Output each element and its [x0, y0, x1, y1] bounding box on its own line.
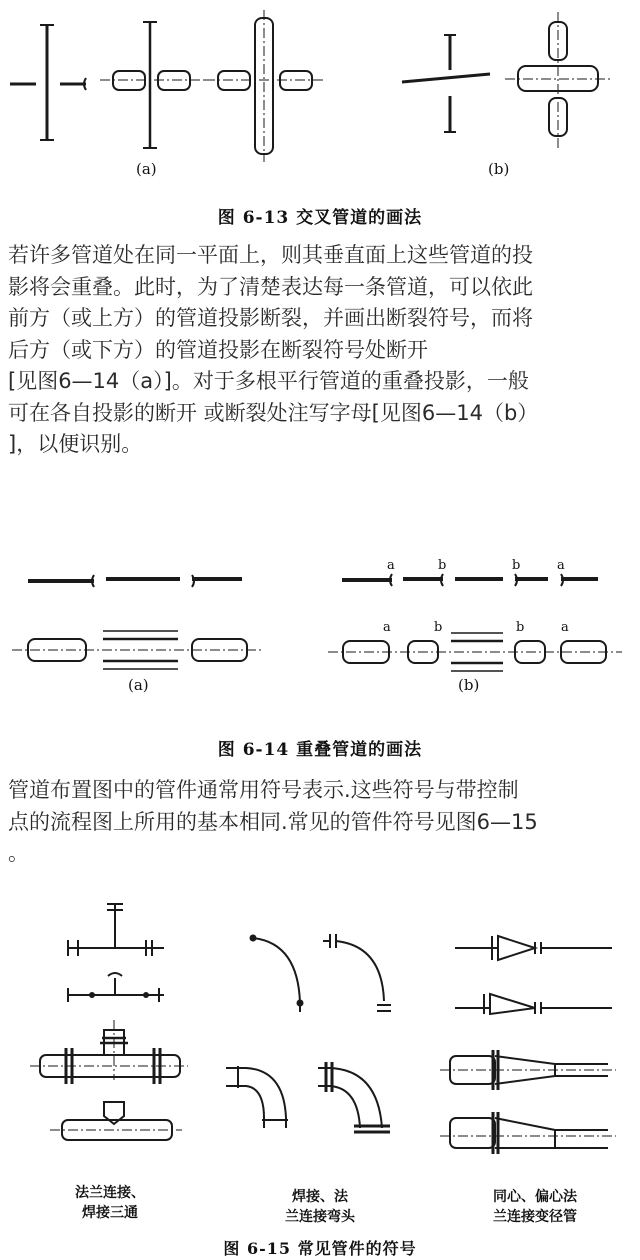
paragraph-line: [见图6—14（a）]。对于多根平行管道的重叠投影，一般: [8, 369, 529, 393]
paragraph-line: 影将会重叠。此时，为了清楚表达每一条管道，可以依此: [8, 274, 533, 299]
label-line: 焊接三通: [82, 1205, 138, 1221]
figure-6-14-sublabel-a: (a): [128, 676, 149, 694]
figure-6-14-letter: a: [557, 558, 565, 573]
figure-6-13-caption: 图 6-13 交叉管道的画法: [217, 208, 423, 228]
figure-6-13: [0, 0, 640, 235]
label-line: 兰连接弯头: [285, 1209, 355, 1225]
label-line: 同心、偏心法: [493, 1189, 577, 1205]
paragraph-line: 后方（或下方）的管道投影在断裂符号处断开: [8, 337, 428, 362]
paragraph-overlap-explanation: [8, 240, 636, 461]
paragraph-line: ]，以便识别。: [8, 432, 143, 456]
figure-6-14-letter: b: [438, 558, 447, 573]
paragraph-line: 。: [8, 841, 29, 865]
paragraph-line: 若许多管道处在同一平面上，则其垂直面上这些管道的投: [8, 243, 533, 267]
figure-6-15-label-tee: [20, 1183, 200, 1223]
paragraph-line: 管道布置图中的管件通常用符号表示.这些符号与带控制: [8, 778, 519, 802]
figure-6-13-sublabel-a: (a): [136, 160, 157, 178]
figure-6-15: [0, 880, 640, 1180]
figure-6-13-sublabel-b: (b): [488, 160, 510, 178]
figure-6-15-label-elbow: [230, 1187, 410, 1227]
figure-6-14-letter: b: [512, 558, 521, 573]
paragraph-line: 点的流程图上所用的基本相同.常见的管件符号见图6—15: [8, 809, 538, 834]
pipe-fittings-drawing: [0, 880, 640, 1180]
figure-6-15-caption: 图 6-15 常见管件的符号: [223, 1239, 417, 1258]
crossing-pipes-drawing: [0, 0, 640, 200]
overlapping-pipes-drawing: [0, 555, 640, 705]
figure-6-14-sublabel-b: (b): [458, 676, 480, 694]
figure-6-14-letter: b: [434, 620, 443, 635]
figure-6-14-letter: a: [387, 558, 395, 573]
paragraph-fittings-symbols: [8, 775, 636, 870]
figure-6-15-label-reducer: [440, 1187, 630, 1227]
label-line: 兰连接变径管: [493, 1209, 577, 1225]
paragraph-line: 可在各自投影的断开 或断裂处注写字母[见图6—14（b）: [8, 400, 539, 425]
figure-6-14-caption: 图 6-14 重叠管道的画法: [217, 740, 423, 760]
figure-6-14-letter: b: [516, 620, 525, 635]
label-line: 法兰连接、: [75, 1185, 145, 1201]
paragraph-line: 前方（或上方）的管道投影断裂，并画出断裂符号，而将: [8, 306, 533, 330]
figure-6-14-letter: a: [561, 620, 569, 635]
label-line: 焊接、法: [292, 1189, 348, 1205]
figure-6-14: [0, 555, 640, 705]
figure-6-14-letter: a: [383, 620, 391, 635]
